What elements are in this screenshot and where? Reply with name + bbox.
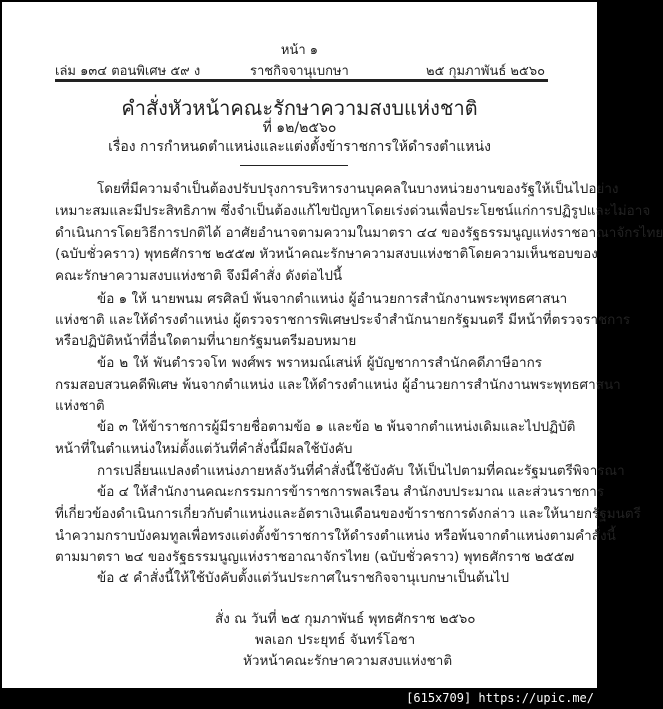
clause-3: ข้อ ๓ ให้ข้าราชการผู้มีรายชื่อตามข้อ ๑ และข้อ ๒ พ้นจากตำแหน่งเดิมและไปปฏิบัติ: [97, 419, 576, 435]
body-line: เหมาะสมและมีประสิทธิภาพ ซึ่งจำเป็นต้องแก้ไขปัญหาโดยเร่งด่วนเพื่อประโยชน์แก่การปฏิรูปและไม่อาจ: [55, 203, 651, 219]
body-line: การเปลี่ยนแปลงตำแหน่งภายหลังวันที่คำสั่งนี้ใช้บังคับ ให้เป็นไปตามที่คณะรัฐมนตรีพิจารณา: [97, 463, 625, 479]
body-line: หรือปฏิบัติหน้าที่อื่นใดตามที่นายกรัฐมนตรีมอบหมาย: [55, 333, 357, 349]
body-line: แห่งชาติ และให้ดำรงตำแหน่ง ผู้ตรวจราชการพิเศษประจำสำนักนายกรัฐมนตรี มีหน้าที่ตรวจราชการ: [55, 312, 631, 328]
body-line: นำความกราบบังคมทูลเพื่อทรงแต่งตั้งข้าราชการให้ดำรงตำแหน่ง หรือพ้นจากตำแหน่งตามคำสั่งนี้: [55, 528, 616, 544]
body-line: กรมสอบสวนคดีพิเศษ พ้นจากตำแหน่ง และให้ดำรงตำแหน่ง ผู้อำนวยการสำนักงานพระพุทธศาสนา: [55, 377, 621, 393]
clause-2: ข้อ ๒ ให้ พันตำรวจโท พงศ์พร พราหมณ์เสน่ห์ ผู้บัญชาการสำนักคดีภาษีอากร: [97, 355, 542, 371]
body-line: ตามมาตรา ๒๔ ของรัฐธรรมนูญแห่งราชอาณาจักรไทย (ฉบับชั่วคราว) พุทธศักราช ๒๕๕๗: [55, 549, 575, 565]
body-line: ที่เกี่ยวข้องดำเนินการเกี่ยวกับตำแหน่งและอัตราเงินเดือนของข้าราชการดังกล่าว และให้นายกรัฐมนตรี: [55, 506, 641, 522]
body-line: หน้าที่ในตำแหน่งใหม่ตั้งแต่วันที่คำสั่งนี้มีผลใช้บังคับ: [55, 441, 353, 457]
document-page: [2, 2, 663, 688]
body-line: (ฉบับชั่วคราว) พุทธศักราช ๒๕๕๗ หัวหน้าคณะรักษาความสงบแห่งชาติโดยความเห็นชอบของ: [55, 246, 598, 262]
gazette-date: ๒๕ กุมภาพันธ์ ๒๕๖๐: [426, 64, 545, 79]
clause-1: ข้อ ๑ ให้ นายพนม ศรศิลป์ พ้นจากตำแหน่ง ผู้อำนวยการสำนักงานพระพุทธศาสนา: [97, 291, 568, 307]
body-line: โดยที่มีความจำเป็นต้องปรับปรุงการบริหารงานบุคคลในบางหน่วยงานของรัฐให้เป็นไปอย่าง: [97, 181, 619, 197]
title-divider: [240, 165, 348, 166]
image-host-footer: [0, 688, 600, 709]
signatory-name: พลเอก ประยุทธ์ จันทร์โอชา: [255, 632, 416, 648]
footer-text: [615x709] https://upic.me/: [406, 691, 594, 705]
body-line: คณะรักษาความสงบแห่งชาติ จึงมีคำสั่ง ดังต่อไปนี้: [55, 268, 343, 284]
gazette-name: ราชกิจจานุเบกษา: [250, 64, 349, 79]
volume-info: เล่ม ๑๓๔ ตอนพิเศษ ๕๙ ง: [55, 64, 201, 79]
subject: เรื่อง การกำหนดตำแหน่งและแต่งตั้งข้าราชการให้ดำรงตำแหน่ง: [108, 139, 491, 155]
clause-4: ข้อ ๔ ให้สำนักงานคณะกรรมการข้าราชการพลเรือน สำนักงบประมาณ และส่วนราชการ: [97, 484, 605, 500]
body-line: แห่งชาติ: [55, 398, 105, 414]
document-title: คำสั่งหัวหน้าคณะรักษาความสงบแห่งชาติ: [121, 96, 478, 120]
clause-5: ข้อ ๕ คำสั่งนี้ให้ใช้บังคับตั้งแต่วันประกาศในราชกิจจานุเบกษาเป็นต้นไป: [97, 570, 510, 586]
order-number: ที่ ๑๒/๒๕๖๐: [262, 120, 337, 136]
signing-date: สั่ง ณ วันที่ ๒๕ กุมภาพันธ์ พุทธศักราช ๒๕๖๐: [215, 611, 476, 627]
page-number: หน้า ๑: [280, 43, 319, 58]
signatory-position: หัวหน้าคณะรักษาความสงบแห่งชาติ: [243, 653, 453, 669]
header-double-rule: [55, 79, 548, 82]
body-line: ดำเนินการโดยวิธีการปกติได้ อาศัยอำนาจตามความในมาตรา ๔๔ ของรัฐธรรมนูญแห่งราชอาณาจักรไทย: [55, 225, 663, 241]
